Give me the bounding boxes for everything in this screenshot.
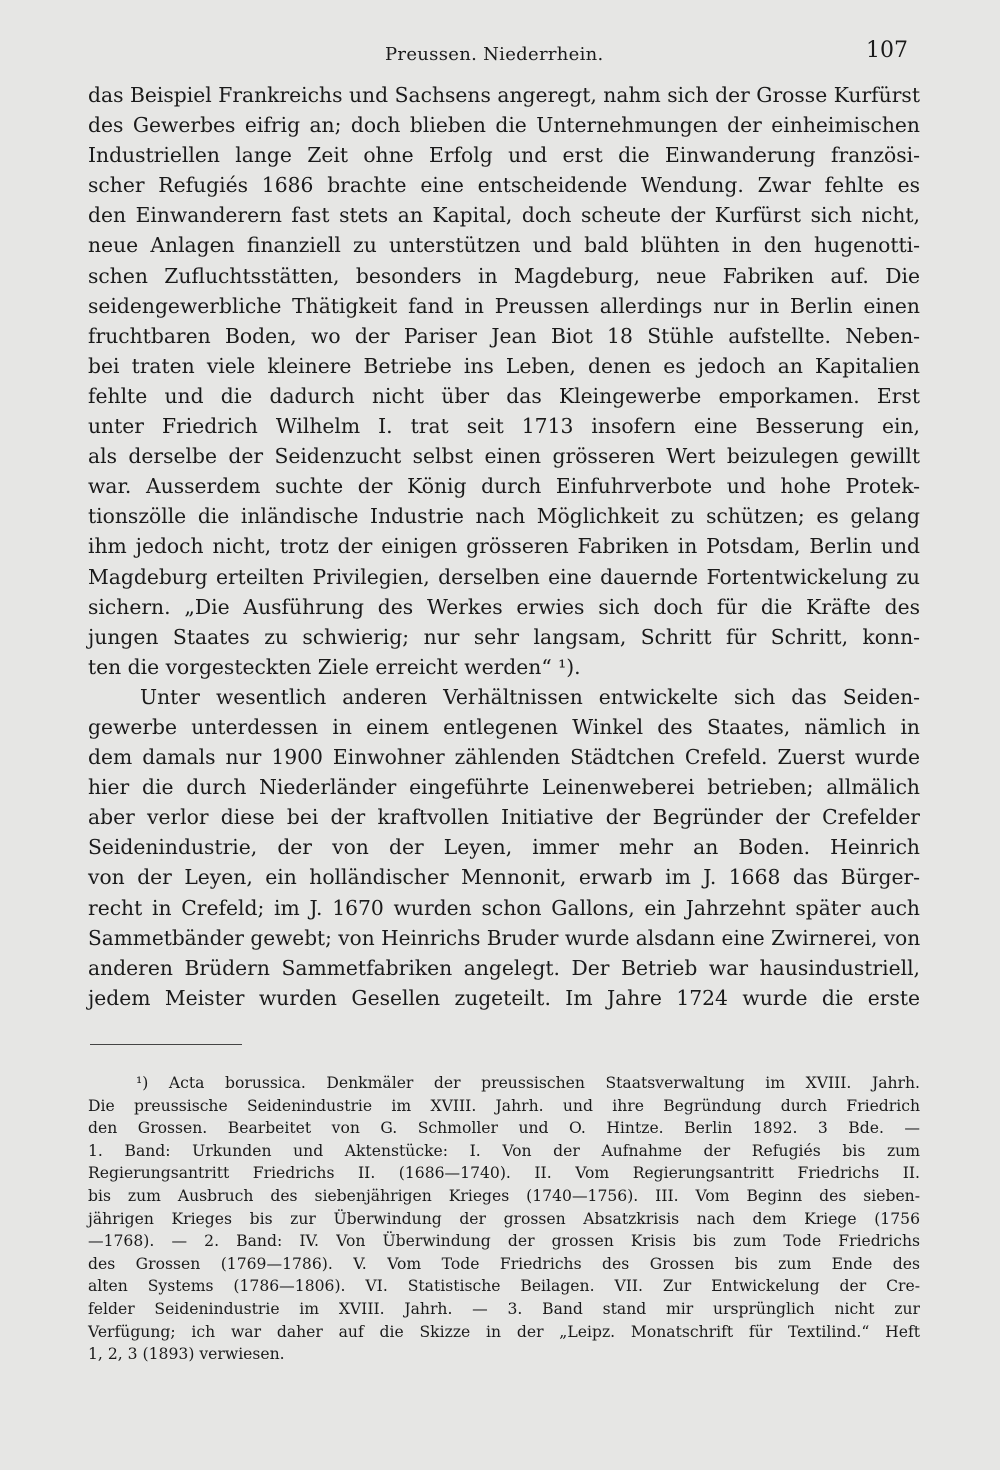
text-line: ten die vorgesteckten Ziele erreicht werden“ ¹).	[88, 654, 581, 679]
text-line: tionszölle die inländische Industrie nach Möglichkeit zu schützen; es gelang	[88, 504, 920, 529]
text-line: Magdeburg erteilten Privilegien, derselben eine dauernde Fortentwickelung zu	[88, 564, 920, 589]
text-line: ihm jedoch nicht, trotz der einigen grösseren Fabriken in Potsdam, Berlin und	[88, 534, 920, 559]
text-line: seidengewerbliche Thätigkeit fand in Preussen allerdings nur in Berlin einen	[88, 293, 920, 318]
text-line: Seidenindustrie, der von der Leyen, immer mehr an Boden. Heinrich	[88, 835, 920, 860]
footnote-divider	[90, 1044, 242, 1045]
running-title: Preussen. Niederrhein.	[385, 44, 604, 65]
footnotes	[88, 1072, 920, 1366]
footnote-line: jährigen Krieges bis zur Überwindung der grossen Absatzkrisis nach dem Kriege (1756	[88, 1209, 920, 1228]
footnote-line: Regierungsantritt Friedrichs II. (1686—1740). II. Vom Regierungsantritt Friedrichs II.	[88, 1164, 920, 1183]
footnote-line: —1768). — 2. Band: IV. Von Überwindung der grossen Krisis bis zum Tode Friedrichs	[88, 1232, 920, 1251]
footnote-line: alten Systems (1786—1806). VI. Statistische Beilagen. VII. Zur Entwickelung der Cre-	[88, 1277, 920, 1296]
footnote-line: 1. Band: Urkunden und Aktenstücke: I. Von der Aufnahme der Refugiés bis zum	[88, 1141, 920, 1160]
main-text	[88, 80, 920, 1013]
footnote-line: 1, 2, 3 (1893) verwiesen.	[88, 1345, 285, 1364]
text-line: scher Refugiés 1686 brachte eine entscheidende Wendung. Zwar fehlte es	[88, 173, 920, 198]
text-line: Sammetbänder gewebt; von Heinrichs Bruder wurde alsdann eine Zwirnerei, von	[88, 925, 921, 950]
text-line: aber verlor diese bei der kraftvollen Initiative der Begründer der Crefelder	[88, 805, 920, 830]
text-line: das Beispiel Frankreichs und Sachsens angeregt, nahm sich der Grosse Kurfürst	[88, 83, 920, 107]
text-line: schen Zufluchtsstätten, besonders in Magdeburg, neue Fabriken auf. Die	[88, 263, 920, 288]
page-header	[0, 38, 1000, 68]
text-line: sichern. „Die Ausführung des Werkes erwies sich doch für die Kräfte des	[88, 594, 920, 619]
text-line: dem damals nur 1900 Einwohner zählenden Städtchen Crefeld. Zuerst wurde	[88, 745, 920, 770]
text-line: bei traten viele kleinere Betriebe ins Leben, denen es jedoch an Kapitalien	[88, 353, 920, 378]
footnote-line: des Grossen (1769—1786). V. Vom Tode Friedrichs des Grossen bis zum Ende des	[88, 1254, 920, 1273]
text-line: neue Anlagen finanziell zu unterstützen und bald blühten in den hugenotti-	[88, 233, 920, 258]
text-line: als derselbe der Seidenzucht selbst einen grösseren Wert beizulegen gewillt	[88, 444, 920, 469]
text-line: anderen Brüdern Sammetfabriken angelegt. Der Betrieb war hausindustriell,	[88, 955, 920, 980]
text-line: des Gewerbes eifrig an; doch blieben die Unternehmungen der einheimischen	[88, 113, 920, 138]
text-line: Industriellen lange Zeit ohne Erfolg und erst die Einwanderung französi-	[88, 143, 920, 168]
text-line: jungen Staates zu schwierig; nur sehr langsam, Schritt für Schritt, konn-	[88, 624, 920, 649]
footnote-line: Die preussische Seidenindustrie im XVIII. Jahrh. und ihre Begründung durch Friedrich	[88, 1096, 920, 1115]
page-number: 107	[866, 38, 908, 63]
footnote-line: felder Seidenindustrie im XVIII. Jahrh. — 3. Band stand mir ursprünglich nicht zur	[88, 1299, 920, 1318]
text-line: gewerbe unterdessen in einem entlegenen Winkel des Staates, nämlich in	[88, 714, 920, 739]
text-line: recht in Crefeld; im J. 1670 wurden schon Gallons, ein Jahrzehnt später auch	[88, 895, 920, 920]
footnote-line: bis zum Ausbruch des siebenjährigen Krieges (1740—1756). III. Vom Beginn des sieben-	[88, 1186, 920, 1205]
text-line: jedem Meister wurden Gesellen zugeteilt. Im Jahre 1724 wurde die erste	[88, 985, 920, 1010]
footnote-line: ¹) Acta borussica. Denkmäler der preussischen Staatsverwaltung im XVIII. Jahrh.	[136, 1074, 920, 1092]
text-line: von der Leyen, ein holländischer Mennonit, erwarb im J. 1668 das Bürger-	[88, 865, 920, 890]
text-line: fruchtbaren Boden, wo der Pariser Jean Biot 18 Stühle aufstellte. Neben-	[88, 323, 920, 348]
text-line: war. Ausserdem suchte der König durch Einfuhrverbote und hohe Protek-	[88, 474, 920, 499]
text-line: fehlte und die dadurch nicht über das Kleingewerbe emporkamen. Erst	[88, 383, 920, 408]
paragraph-start-line: Unter wesentlich anderen Verhältnissen entwickelte sich das Seiden-	[140, 684, 920, 709]
text-line: den Einwanderern fast stets an Kapital, doch scheute der Kurfürst sich nicht,	[88, 203, 920, 228]
text-line: hier die durch Niederländer eingeführte Leinenweberei betrieben; allmälich	[88, 775, 920, 800]
footnote-line: Verfügung; ich war daher auf die Skizze in der „Leipz. Monatschrift für Textilind.“ Heft	[88, 1322, 920, 1341]
text-line: unter Friedrich Wilhelm I. trat seit 1713 insofern eine Besserung ein,	[88, 414, 920, 439]
footnote-line: den Grossen. Bearbeitet von G. Schmoller und O. Hintze. Berlin 1892. 3 Bde. —	[88, 1119, 920, 1138]
